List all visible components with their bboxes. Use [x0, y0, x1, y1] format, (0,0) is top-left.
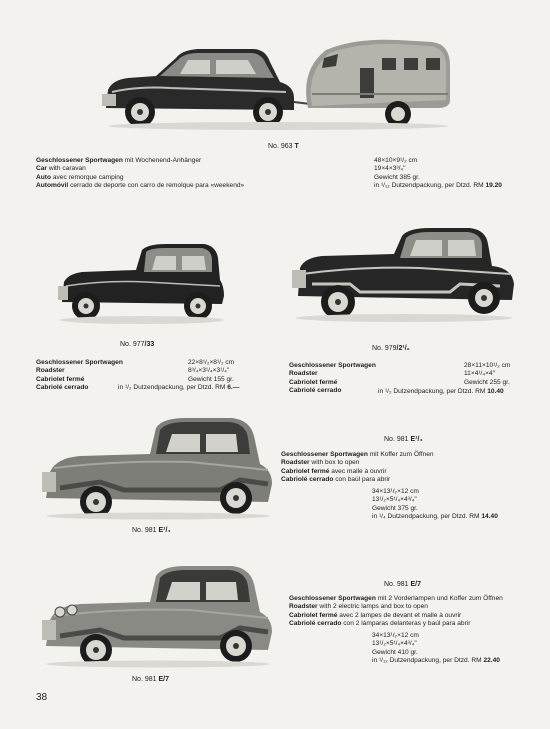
- desc-fr-bold: Cabriolet fermé: [289, 378, 338, 386]
- model-no: No. 977: [120, 341, 145, 348]
- desc-en-bold: Roadster: [289, 370, 318, 378]
- desc-de: mit Koffer zum Öffnen: [367, 451, 434, 458]
- desc-es: cerrado de deporte con carro de remolque para «weekend»: [68, 182, 245, 190]
- item-specs: [372, 632, 500, 666]
- desc-de: mit Wochenend-Anhänger: [122, 157, 202, 164]
- dims-cm: 34×13¹/₂×12 cm: [372, 632, 419, 639]
- weight: Gewicht 255 gr.: [464, 378, 510, 386]
- desc-fr-bold: Cabriolet fermé: [281, 467, 330, 475]
- car-977-image: [56, 240, 228, 326]
- car-with-caravan-image: [98, 36, 454, 132]
- item-description: [36, 157, 244, 191]
- model-no: No. 981: [384, 581, 409, 588]
- item-specs: [374, 157, 502, 191]
- price-line: [372, 657, 500, 665]
- model-number: [132, 676, 169, 683]
- desc-en-bold: Roadster: [36, 367, 65, 375]
- weight: Gewicht 155 gr.: [188, 375, 234, 383]
- packing: in ¹/₂ Dutzendpackung, per Dtzd. RM: [118, 384, 226, 391]
- model-suffix: T: [294, 143, 299, 150]
- desc-es-bold: Automóvil: [36, 182, 69, 190]
- page-number: 38: [36, 692, 48, 703]
- desc-de-bold: Geschlossener Sportwagen: [289, 595, 376, 602]
- item-description: [281, 451, 434, 485]
- model-no: No. 981: [132, 676, 157, 683]
- price: 19.20: [485, 182, 502, 190]
- weight: Gewicht 375 gr.: [372, 504, 418, 512]
- desc-de-bold: Geschlossener Sportwagen: [36, 157, 123, 164]
- dims-cm: 22×8¹/₂×8¹/₂ cm: [188, 359, 235, 366]
- model-no: No. 979: [372, 345, 397, 352]
- desc-fr: avec 2 lampes de devant et malle à ouvrir: [337, 611, 462, 619]
- desc-es-bold: Cabriolé cerrado: [289, 387, 342, 395]
- price: 22.40: [483, 657, 500, 665]
- price-line: [372, 513, 498, 521]
- dims-cm: 48×10×9¹/₂ cm: [374, 157, 418, 164]
- packing: in ¹/₁₂ Dutzendpackung, per Dtzd. RM: [374, 182, 484, 190]
- dims-cm: 34×13¹/₂×12 cm: [372, 488, 419, 495]
- price: 10.40: [487, 388, 504, 395]
- desc-en: with 2 electric lamps and box to open: [317, 603, 428, 611]
- item-description: [36, 359, 123, 393]
- packing: in ¹/₄ Dutzendpackung, per Dtzd. RM: [372, 513, 480, 521]
- desc-es: con baúl para abrir: [333, 476, 391, 484]
- desc-fr-bold: Cabriolet fermé: [289, 611, 338, 619]
- dims-in: 13¹/₂×5¹/₄×4³/₄": [372, 496, 417, 504]
- item-specs: [188, 359, 234, 384]
- desc-en: with box to open: [309, 459, 360, 467]
- price-line: [374, 182, 502, 190]
- weight: Gewicht 410 gr.: [372, 648, 418, 656]
- dims-cm: 28×11×10¹/₂ cm: [464, 362, 511, 369]
- item-specs: [464, 362, 510, 387]
- model-suffix: E¹/₄: [158, 527, 171, 534]
- model-suffix: /2¹/₂: [396, 345, 410, 352]
- price: 14.40: [481, 513, 498, 521]
- desc-de-bold: Geschlossener Sportwagen: [281, 451, 368, 458]
- car-979-image: [290, 224, 518, 324]
- model-number: [372, 345, 410, 352]
- desc-en-bold: Roadster: [281, 459, 310, 467]
- dims-in: 8³/₄×3¹/₄×3¹/₄": [188, 367, 230, 375]
- model-no: No. 981: [384, 436, 409, 443]
- dims-in: 13¹/₂×5¹/₄×4³/₄": [372, 640, 417, 648]
- desc-fr-bold: Auto: [36, 173, 52, 181]
- desc-fr: avec remorque camping: [51, 173, 124, 181]
- desc-en-bold: Roadster: [289, 603, 318, 611]
- desc-de-bold: Geschlossener Sportwagen: [36, 359, 123, 366]
- desc-en-bold: Car: [36, 165, 47, 173]
- desc-de: mit 2 Vorderlampen und Koffer zum Öffnen: [375, 595, 503, 602]
- model-suffix: E/7: [410, 581, 421, 588]
- desc-es-bold: Cabriolé cerrado: [36, 384, 89, 392]
- price-line: [378, 388, 504, 396]
- price: 6.—: [227, 384, 240, 391]
- item-specs: [372, 488, 498, 522]
- item-description: [289, 595, 503, 629]
- packing: in ¹/₁₂ Dutzendpackung, per Dtzd. RM: [372, 657, 482, 665]
- desc-es: con 2 lámparas delanteras y baúl para abrir: [341, 620, 471, 628]
- model-number-header: [384, 436, 423, 443]
- dims-in: 11×4¹/₄×4": [464, 370, 495, 378]
- price-line: [118, 384, 239, 392]
- model-no: No. 963: [268, 143, 293, 150]
- weight: Gewicht 385 gr.: [374, 173, 420, 181]
- model-suffix: E¹/₄: [410, 436, 423, 443]
- car-981-e7-image: [40, 562, 276, 668]
- model-number: [120, 341, 154, 348]
- desc-fr-bold: Cabriolet fermé: [36, 375, 85, 383]
- desc-es-bold: Cabriolé cerrado: [281, 476, 334, 484]
- desc-es-bold: Cabriolé cerrado: [289, 620, 342, 628]
- model-number-header: [384, 581, 421, 588]
- model-number: [132, 527, 171, 534]
- car-981-e-image: [40, 414, 276, 520]
- model-suffix: /33: [144, 341, 155, 348]
- packing: in ¹/₂ Dutzendpackung, per Dtzd. RM: [378, 388, 486, 395]
- model-suffix: E/7: [158, 676, 169, 683]
- desc-en: with caravan: [47, 165, 86, 173]
- desc-fr: avec malle à ouvrir: [329, 467, 387, 475]
- item-description: [289, 362, 376, 396]
- model-number: [268, 143, 299, 150]
- model-no: No. 981: [132, 527, 157, 534]
- dims-in: 19×4×3³/₄": [374, 165, 406, 173]
- desc-de-bold: Geschlossener Sportwagen: [289, 362, 376, 369]
